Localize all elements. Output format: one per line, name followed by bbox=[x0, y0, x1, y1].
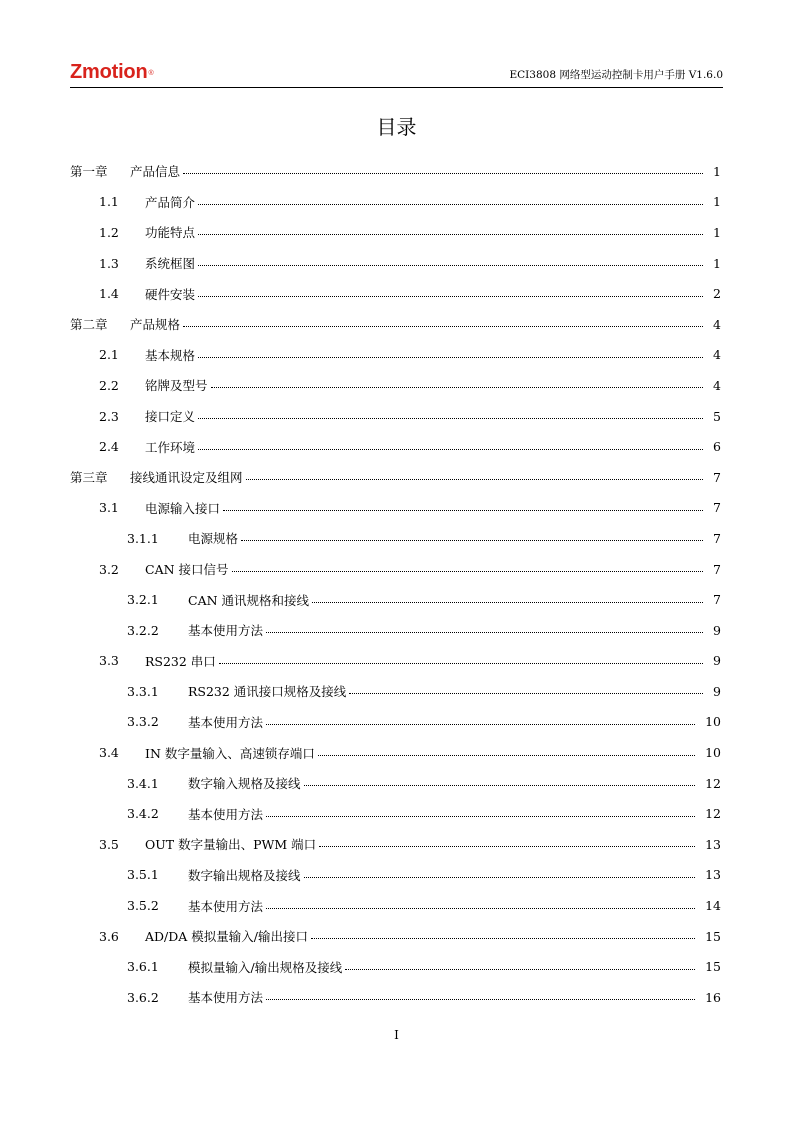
toc-dot-leader bbox=[183, 326, 703, 327]
toc-entry-number: 3.4.2 bbox=[127, 806, 159, 822]
toc-entry-number: 3.2.1 bbox=[127, 592, 159, 608]
toc-entry-number: 3.3.2 bbox=[127, 714, 159, 730]
toc-entry-number: 2.4 bbox=[99, 439, 119, 455]
toc-dot-leader bbox=[232, 571, 703, 572]
toc-entry-title: 电源规格 bbox=[188, 531, 239, 547]
toc-dot-leader bbox=[266, 724, 695, 725]
toc-entry-number: 2.3 bbox=[99, 408, 119, 424]
toc-dot-leader bbox=[318, 755, 695, 756]
toc-entry-number: 第三章 bbox=[70, 470, 108, 486]
document-title: ECI3808 网络型运动控制卡用户手册 V1.6.0 bbox=[509, 69, 723, 81]
toc-dot-leader bbox=[198, 357, 703, 358]
toc-entry-title: 接口定义 bbox=[145, 409, 196, 425]
toc-entry-page: 16 bbox=[705, 989, 721, 1005]
toc-entry-number: 1.3 bbox=[99, 255, 119, 271]
toc-entry-page: 14 bbox=[705, 898, 721, 914]
header-divider bbox=[70, 87, 723, 88]
toc-entry-page: 9 bbox=[713, 622, 721, 638]
toc-entry-number: 2.2 bbox=[99, 377, 119, 393]
toc-entry-page: 15 bbox=[705, 959, 721, 975]
toc-entry-number: 2.1 bbox=[99, 347, 119, 363]
toc-entry[interactable] bbox=[70, 493, 721, 524]
toc-entry-title: 接线通讯设定及组网 bbox=[130, 470, 243, 486]
toc-entry-page: 2 bbox=[713, 286, 721, 302]
toc-entry-number: 3.6.1 bbox=[127, 959, 159, 975]
toc-entry[interactable] bbox=[70, 860, 721, 891]
toc-entry-page: 12 bbox=[705, 806, 721, 822]
toc-entry[interactable] bbox=[70, 309, 721, 340]
toc-entry-page: 4 bbox=[713, 377, 721, 393]
toc-dot-leader bbox=[266, 632, 703, 633]
toc-entry-title: 功能特点 bbox=[145, 225, 196, 241]
toc-entry[interactable] bbox=[70, 156, 721, 187]
toc-dot-leader bbox=[211, 387, 703, 388]
toc-dot-leader bbox=[349, 693, 703, 694]
toc-dot-leader bbox=[266, 999, 695, 1000]
toc-entry-number: 1.2 bbox=[99, 224, 119, 240]
toc-entry-title: 基本使用方法 bbox=[188, 898, 264, 914]
toc-dot-leader bbox=[198, 204, 703, 205]
toc-entry[interactable] bbox=[70, 951, 721, 982]
toc-entry-page: 7 bbox=[713, 561, 721, 577]
toc-entry[interactable] bbox=[70, 676, 721, 707]
toc-entry[interactable] bbox=[70, 829, 721, 860]
footer-page-number: I bbox=[394, 1028, 399, 1042]
toc-entry-page: 9 bbox=[713, 653, 721, 669]
toc-entry-number: 3.2 bbox=[99, 561, 119, 577]
toc-entry[interactable] bbox=[70, 707, 721, 738]
toc-entry-page: 7 bbox=[713, 469, 721, 485]
toc-entry-title: 电源输入接口 bbox=[145, 500, 221, 516]
toc-dot-leader bbox=[219, 663, 703, 664]
toc-entry-title: 数字输入规格及接线 bbox=[188, 776, 301, 792]
toc-entry[interactable] bbox=[70, 737, 721, 768]
toc-entry[interactable] bbox=[70, 370, 721, 401]
toc-entry-page: 4 bbox=[713, 316, 721, 332]
toc-entry-title: 铭牌及型号 bbox=[145, 378, 208, 394]
toc-entry-title: 产品规格 bbox=[130, 317, 181, 333]
toc-entry-page: 12 bbox=[705, 775, 721, 791]
toc-entry[interactable] bbox=[70, 401, 721, 432]
toc-entry-title: 模拟量输入/输出规格及接线 bbox=[188, 959, 343, 975]
toc-entry[interactable] bbox=[70, 798, 721, 829]
logo-text: Zmotion bbox=[70, 61, 148, 83]
toc-dot-leader bbox=[304, 877, 696, 878]
toc-entry-title: 系统框图 bbox=[145, 256, 196, 272]
toc-dot-leader bbox=[266, 816, 695, 817]
toc-entry-page: 13 bbox=[705, 867, 721, 883]
toc-dot-leader bbox=[345, 969, 695, 970]
toc-entry[interactable] bbox=[70, 278, 721, 309]
toc-entry-title: 基本使用方法 bbox=[188, 714, 264, 730]
toc-entry-page: 1 bbox=[713, 255, 721, 271]
toc-entry-number: 1.1 bbox=[99, 194, 119, 210]
toc-entry-title: 工作环境 bbox=[145, 439, 196, 455]
toc-entry[interactable] bbox=[70, 431, 721, 462]
toc-dot-leader bbox=[198, 418, 703, 419]
toc-dot-leader bbox=[198, 296, 703, 297]
toc-dot-leader bbox=[198, 449, 703, 450]
toc-entry-title: 数字输出规格及接线 bbox=[188, 867, 301, 883]
toc-entry-title: 硬件安装 bbox=[145, 286, 196, 302]
toc-entry-title: 基本使用方法 bbox=[188, 806, 264, 822]
toc-entry-title: IN 数字量输入、高速锁存端口 bbox=[145, 745, 315, 761]
toc-entry[interactable] bbox=[70, 462, 721, 493]
toc-dot-leader bbox=[198, 234, 703, 235]
toc-entry-number: 3.4.1 bbox=[127, 775, 159, 791]
toc-dot-leader bbox=[266, 908, 695, 909]
toc-dot-leader bbox=[183, 173, 703, 174]
toc-entry-number: 3.5.1 bbox=[127, 867, 159, 883]
toc-entry-title: RS232 通讯接口规格及接线 bbox=[188, 684, 347, 700]
toc-entry-page: 4 bbox=[713, 347, 721, 363]
toc-entry-title: CAN 通讯规格和接线 bbox=[188, 592, 310, 608]
toc-entry[interactable] bbox=[70, 584, 721, 615]
toc-entry-number: 第一章 bbox=[70, 164, 108, 180]
toc-entry-number: 3.4 bbox=[99, 745, 119, 761]
toc-dot-leader bbox=[304, 785, 696, 786]
toc-entry-title: 产品简介 bbox=[145, 194, 196, 210]
toc-entry[interactable] bbox=[70, 615, 721, 646]
toc-entry-page: 1 bbox=[713, 163, 721, 179]
toc-entry-page: 10 bbox=[705, 714, 721, 730]
toc-entry-page: 9 bbox=[713, 683, 721, 699]
toc-dot-leader bbox=[246, 479, 703, 480]
toc-entry-number: 3.3.1 bbox=[127, 683, 159, 699]
toc-entry-page: 7 bbox=[713, 592, 721, 608]
toc-entry[interactable] bbox=[70, 187, 721, 218]
toc-entry-number: 3.3 bbox=[99, 653, 119, 669]
toc-entry-title: OUT 数字量输出、PWM 端口 bbox=[145, 837, 317, 853]
toc-entry-title: 基本规格 bbox=[145, 347, 196, 363]
toc-entry-number: 3.2.2 bbox=[127, 622, 159, 638]
toc-entry-title: CAN 接口信号 bbox=[145, 562, 229, 578]
toc-entry[interactable] bbox=[70, 523, 721, 554]
page-header bbox=[70, 60, 723, 88]
toc-entry-page: 7 bbox=[713, 500, 721, 516]
toc-dot-leader bbox=[312, 602, 703, 603]
toc-entry[interactable] bbox=[70, 340, 721, 371]
toc-entry-page: 7 bbox=[713, 530, 721, 546]
toc-entry-number: 3.1.1 bbox=[127, 530, 159, 546]
toc-entry-number: 3.1 bbox=[99, 500, 119, 516]
toc-dot-leader bbox=[223, 510, 703, 511]
zmotion-logo bbox=[70, 60, 153, 84]
toc-entry-page: 10 bbox=[705, 745, 721, 761]
toc-entry-title: RS232 串口 bbox=[145, 653, 216, 669]
toc-entry-page: 13 bbox=[705, 836, 721, 852]
toc-entry-title: 产品信息 bbox=[130, 164, 181, 180]
toc-entry-number: 3.6.2 bbox=[127, 989, 159, 1005]
toc-dot-leader bbox=[319, 846, 695, 847]
toc-dot-leader bbox=[198, 265, 703, 266]
toc-entry-page: 5 bbox=[713, 408, 721, 424]
toc-entry[interactable] bbox=[70, 248, 721, 279]
toc-entry-page: 15 bbox=[705, 928, 721, 944]
registered-mark: ® bbox=[148, 70, 154, 77]
toc-dot-leader bbox=[311, 938, 695, 939]
toc-entry[interactable] bbox=[70, 890, 721, 921]
toc-entry[interactable] bbox=[70, 982, 721, 1013]
toc-entry-number: 3.5.2 bbox=[127, 898, 159, 914]
toc-entry[interactable] bbox=[70, 646, 721, 677]
table-of-contents bbox=[70, 156, 721, 1013]
toc-dot-leader bbox=[241, 540, 703, 541]
toc-entry-title: 基本使用方法 bbox=[188, 623, 264, 639]
toc-entry[interactable] bbox=[70, 768, 721, 799]
toc-entry-title: 基本使用方法 bbox=[188, 990, 264, 1006]
toc-entry-page: 1 bbox=[713, 194, 721, 210]
toc-entry-number: 第二章 bbox=[70, 317, 108, 333]
toc-entry[interactable] bbox=[70, 921, 721, 952]
toc-entry[interactable] bbox=[70, 217, 721, 248]
toc-entry-number: 3.5 bbox=[99, 836, 119, 852]
page-title: 目录 bbox=[376, 115, 417, 139]
toc-entry[interactable] bbox=[70, 554, 721, 585]
toc-entry-title: AD/DA 模拟量输入/输出接口 bbox=[145, 929, 308, 945]
toc-entry-page: 1 bbox=[713, 224, 721, 240]
toc-entry-number: 1.4 bbox=[99, 286, 119, 302]
toc-entry-page: 6 bbox=[713, 439, 721, 455]
toc-entry-number: 3.6 bbox=[99, 928, 119, 944]
